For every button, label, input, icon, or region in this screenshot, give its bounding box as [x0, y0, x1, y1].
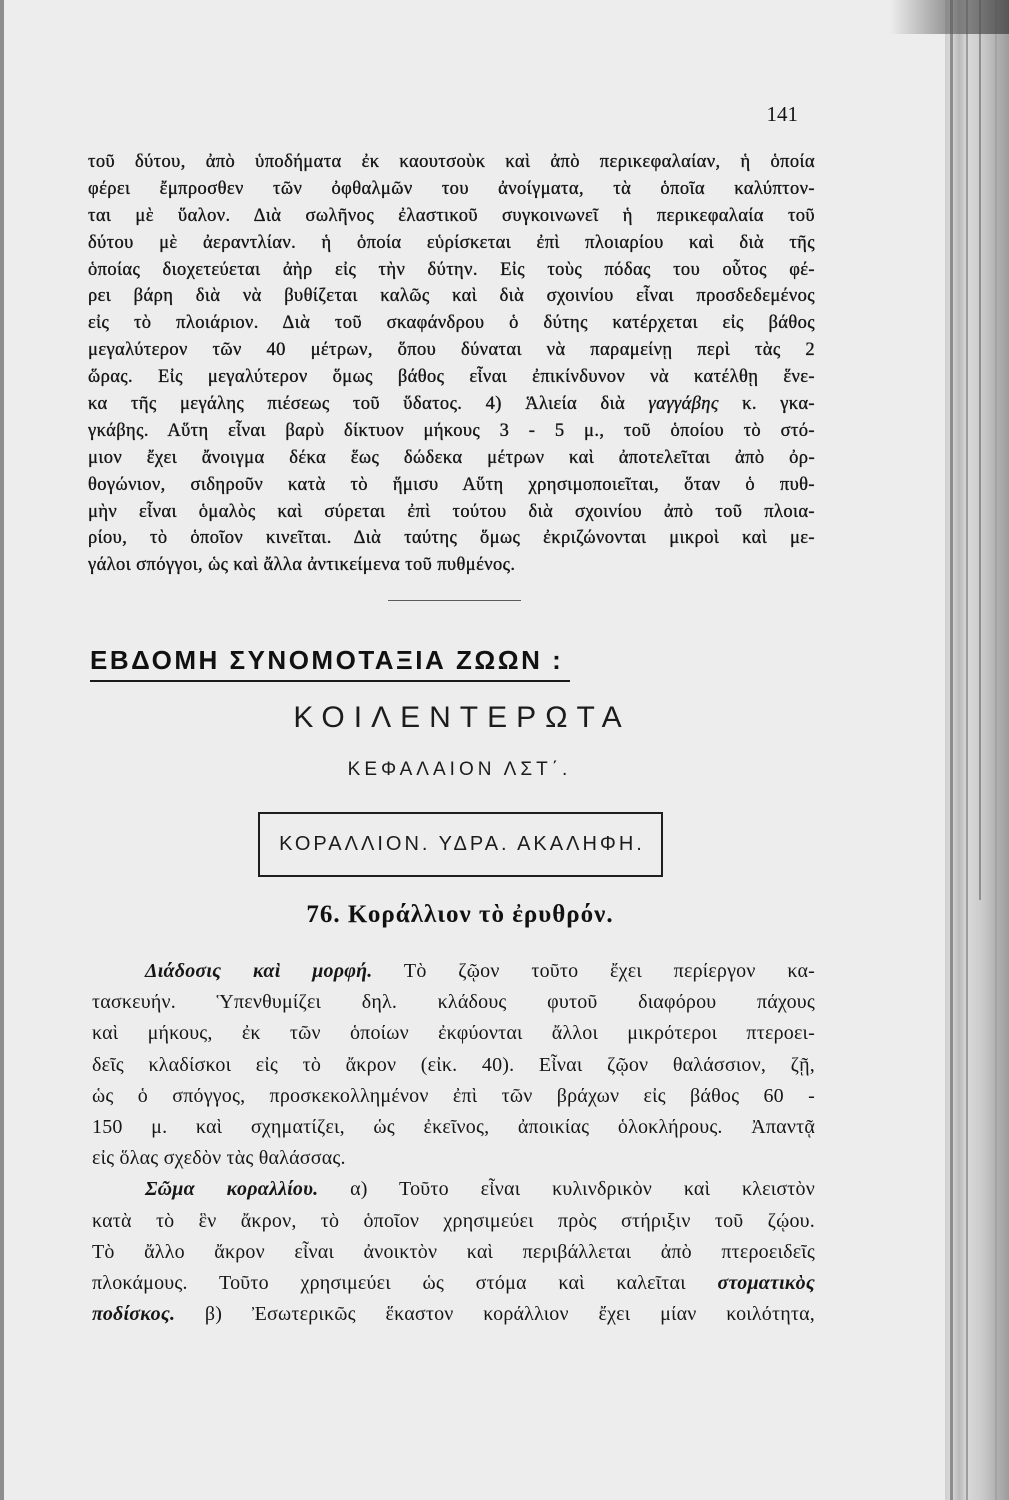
text-line: γκάβης. Αὕτη εἶναι βαρὺ δίκτυον μήκους 3 - 5 μ., τοῦ ὁποίου τὸ στό-: [88, 420, 815, 441]
text-line: καὶ μήκους, ἐκ τῶν ὁποίων ἐκφύονται ἄλλοι μικρότεροι πτεροει-: [92, 1022, 815, 1045]
text-line: ὡς ὁ σπόγγος, προσκεκολλημένον ἐπὶ τῶν βράχων εἰς βάθος 60 -: [92, 1084, 815, 1107]
text-segment: β) Ἐσωτερικῶς ἕκαστον κοράλλιον ἔχει μίαν κοιλότητα,: [175, 1303, 815, 1326]
text-line: κατὰ τὸ ἓν ἄκρον, τὸ ὁποῖον χρησιμεύει πρὸς στήριξιν τοῦ ζῴου.: [92, 1209, 815, 1232]
page-layer-line: [979, 0, 981, 900]
article-title: 76. Κοράλλιον τὸ ἐρυθρόν.: [306, 901, 614, 928]
scan-left-edge: [0, 0, 4, 1500]
text-line: μεγαλύτερον τῶν 40 μέτρων, ὅπου δύναται νὰ παραμείνῃ περὶ τὰς 2: [88, 340, 815, 361]
text-line: [92, 1299, 815, 1330]
text-line: [92, 1268, 815, 1299]
text-line: ὥρας. Εἰς μεγαλύτερον ὅμως βάθος εἶναι ἐπικίνδυνον νὰ κατέλθῃ ἕνε-: [88, 367, 815, 388]
topics-text: ΚΟΡΑΛΛΙΟΝ. ΥΔΡΑ. ΑΚΑΛΗΦΗ.: [279, 833, 645, 855]
text-line: [88, 391, 815, 418]
page-number: 141: [766, 102, 798, 126]
intro-paragraph: [88, 149, 815, 579]
text-segment: πλοκάμους. Τοῦτο χρησιμεύει ὡς στόμα καὶ καλεῖται: [92, 1271, 718, 1294]
text-line: γάλοι σπόγγοι, ὡς καὶ ἄλλα ἀντικείμενα τοῦ πυθμένος.: [88, 555, 516, 576]
text-line: θογώνιον, σιδηροῦν κατὰ τὸ ἥμισυ Αὕτη χρησιμοποιεῖται, ὅταν ὁ πυθ-: [88, 474, 815, 495]
text-line: τασκευήν. Ὑπενθυμίζει δηλ. κλάδους φυτοῦ διαφόρου πάχους: [92, 991, 815, 1014]
text-line: [92, 1174, 815, 1205]
text-line: εἰς ὅλας σχεδὸν τὰς θαλάσσας.: [92, 1147, 346, 1170]
article-body: [92, 956, 815, 1330]
text-line: [92, 956, 815, 987]
separator-rule: [388, 600, 521, 601]
text-line: 150 μ. καὶ σχηματίζει, ὡς ἐκεῖνος, ἀποικίας ὁλοκλήρους. Ἀπαντᾷ: [92, 1115, 815, 1138]
paragraph-lead-term: Σῶμα κοραλλίου.: [145, 1178, 319, 1201]
text-line: εἰς τὸ πλοιάριον. Διὰ τοῦ σκαφάνδρου ὁ δύτης κατέρχεται εἰς βάθος: [88, 313, 815, 334]
chapter-label: ΚΕΦΑΛΑΙΟΝ ΛΣΤ΄.: [347, 759, 572, 780]
page-layer-line: [966, 0, 968, 1500]
text-line: μιον ἔχει ἄνοιγμα δέκα ἕως δώδεκα μέτρων καὶ ἀποτελεῖται ἀπὸ ὀρ-: [88, 447, 815, 468]
text-line: δεῖς κλαδίσκοι εἰς τὸ ἄκρον (εἰκ. 40). Εἶναι ζῷον θαλάσσιον, ζῇ,: [92, 1053, 815, 1076]
paragraph-lead-term: Διάδοσις καὶ μορφή.: [145, 960, 373, 982]
text-segment: α) Τοῦτο εἶναι κυλινδρικὸν καὶ κλειστὸν: [318, 1178, 815, 1201]
text-line: ρίου, τὸ ὁποῖον κινεῖται. Διὰ ταύτης ὅμως ἐκριζώνονται μικροὶ καὶ με-: [88, 528, 815, 549]
text-line: φέρει ἔμπροσθεν τῶν ὀφθαλμῶν του ἀνοίγματα, τὰ ὁποῖα καλύπτον-: [88, 178, 815, 199]
section-heading: ΕΒΔΟΜΗ ΣΥΝΟΜΟΤΑΞΙΑ ΖΩΩΝ :: [90, 645, 564, 675]
text-segment: κ. γκα-: [718, 394, 815, 415]
heading-underline: [90, 680, 570, 682]
text-line: τοῦ δύτου, ἀπὸ ὑποδήματα ἐκ καουτσοὺκ καὶ ἀπὸ περικεφαλαίαν, ἡ ὁποία: [88, 152, 815, 172]
text-line: ὁποίας διοχετεύεται ἀὴρ εἰς τὴν δύτην. Εἰς τοὺς πόδας του οὗτος φέ-: [88, 259, 815, 280]
topics-box: [258, 812, 663, 877]
text-line: ται μὲ ὕαλον. Διὰ σωλῆνος ἐλαστικοῦ συγκοινωνεῖ ἡ περικεφαλαία τοῦ: [88, 205, 815, 226]
text-segment: Τὸ ζῷον τοῦτο ἔχει περίεργον κα-: [372, 960, 815, 982]
emphasized-term: στοματικὸς: [717, 1271, 815, 1294]
text-line: Τὸ ἄλλο ἄκρον εἶναι ἀνοικτὸν καὶ περιβάλλεται ἀπὸ πτεροειδεῖς: [92, 1240, 815, 1263]
text-line: δύτου μὲ ἀεραντλίαν. ἡ ὁποία εὑρίσκεται ἐπὶ πλοιαρίου καὶ διὰ τῆς: [88, 232, 815, 253]
text-segment: κα τῆς μεγάλης πιέσεως τοῦ ὕδατος. 4) Ἁλιεία διὰ: [88, 394, 649, 415]
text-line: μὴν εἶναι ὁμαλὸς καὶ σύρεται ἐπὶ τούτου διὰ σχοινίου ἀπὸ τοῦ πλοια-: [88, 501, 815, 522]
page-layer-line: [995, 0, 997, 1500]
phylum-title: ΚΟΙΛΕΝΤΕΡΩΤΑ: [293, 701, 631, 734]
text-line: ρει βάρη διὰ νὰ βυθίζεται καλῶς καὶ διὰ σχοινίου εἶναι προσδεδεμένος: [88, 286, 815, 307]
page-fold-line: [950, 0, 953, 1500]
italic-term: γαγγάβης: [648, 394, 719, 415]
emphasized-term: ποδίσκος.: [92, 1303, 176, 1326]
page-edge-strip: [945, 0, 1009, 1500]
scan-top-shadow: [890, 0, 1009, 34]
